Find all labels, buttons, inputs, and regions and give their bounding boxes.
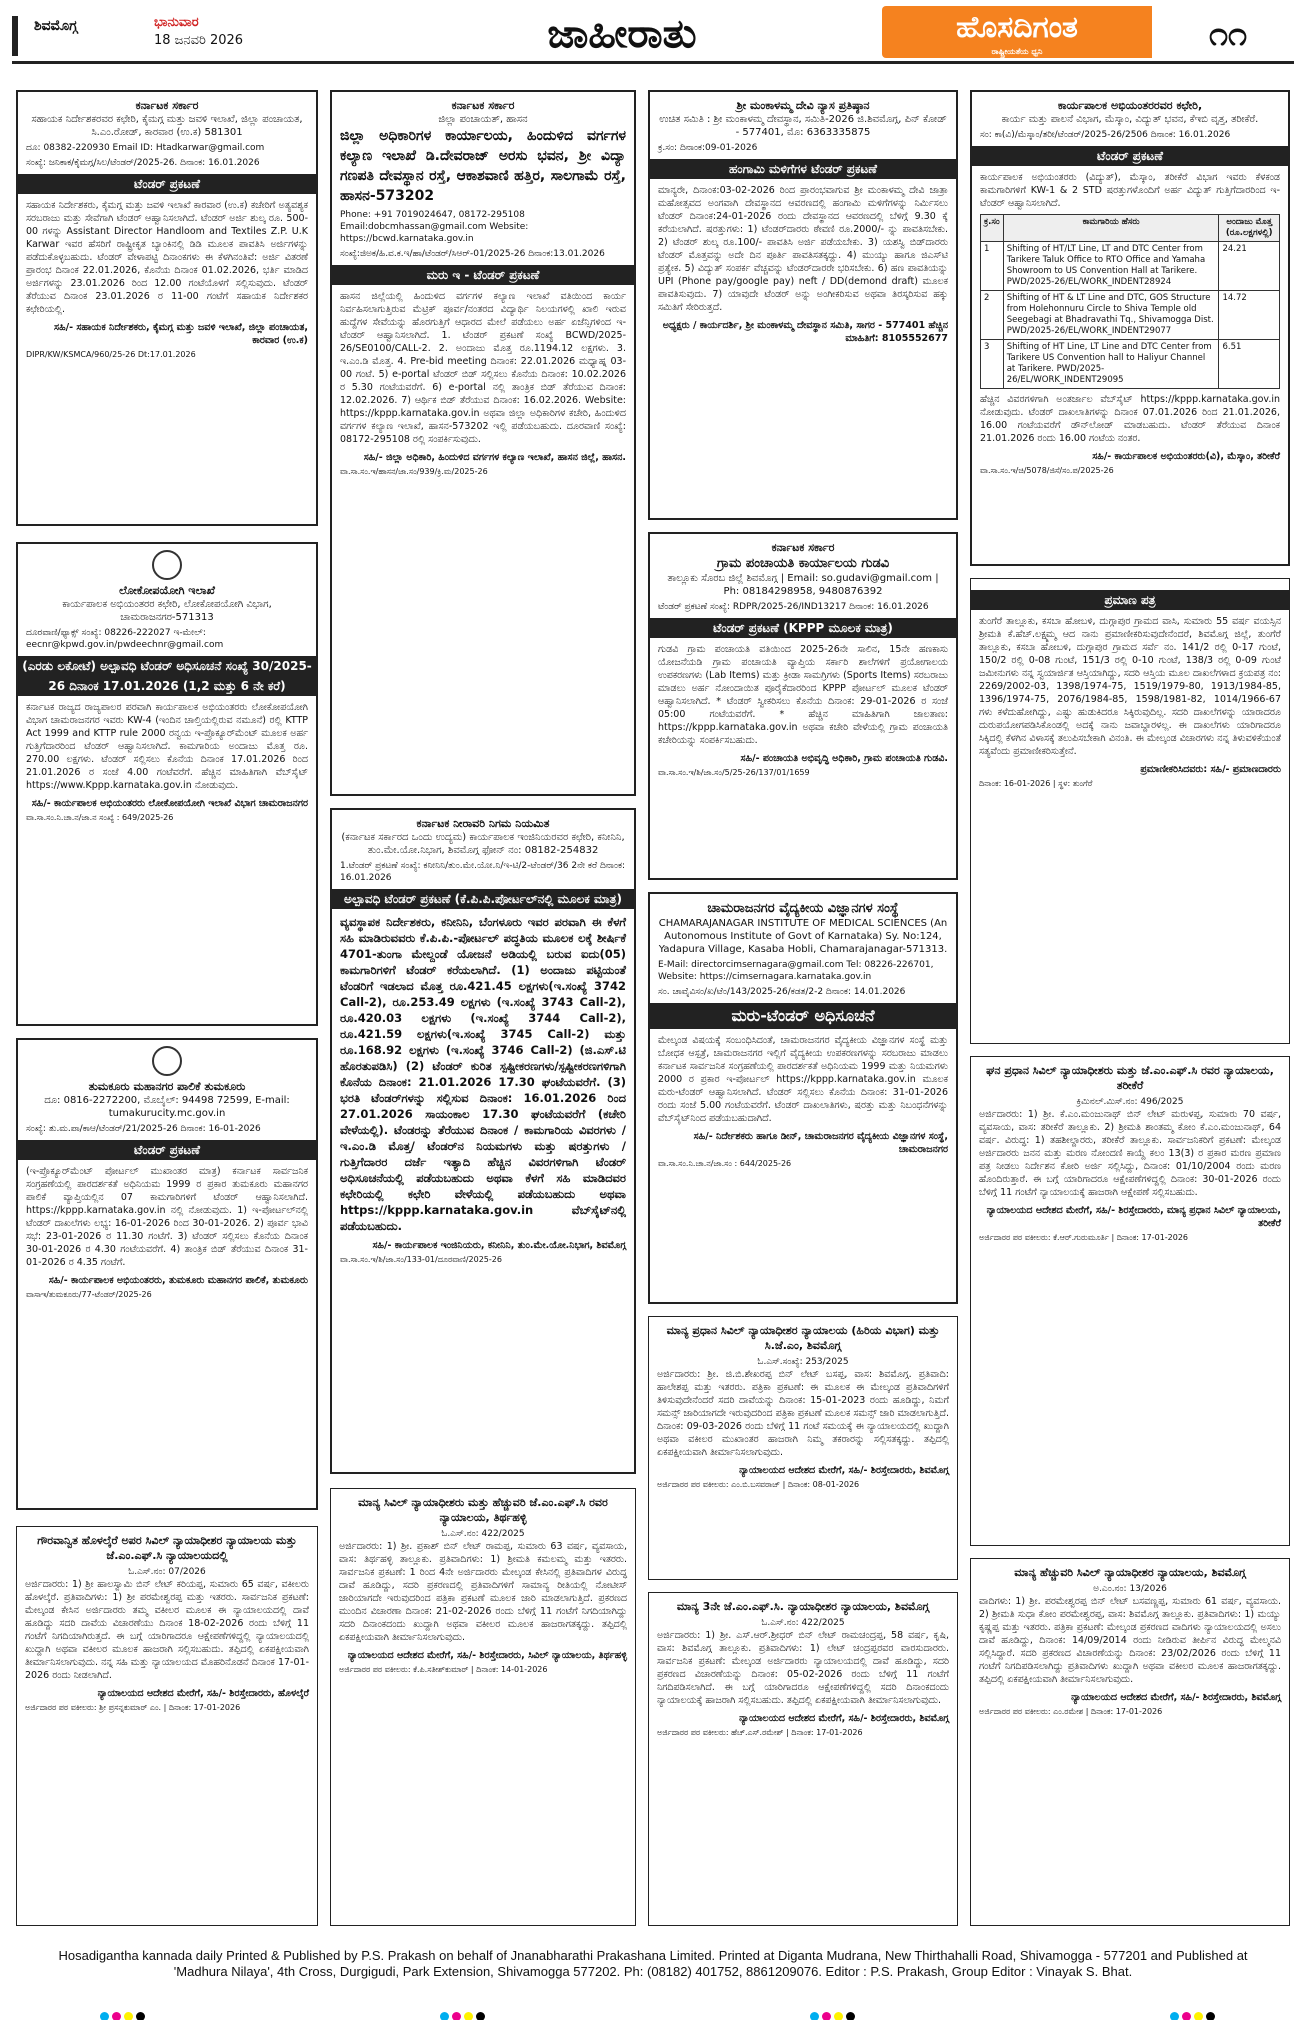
ad-address: ಜಿಲ್ಲಾ ಪಂಚಾಯತ್, ಹಾಸನ xyxy=(438,114,528,125)
ad-signature: ಸಹಿ/- ಕಾರ್ಯಪಾಲಕ ಅಭಿಯಂತರರು ಲೋಕೋಪಯೋಗಿ ಇಲಾಖೆ ವಿಭಾಗ ಚಾಮರಾಜನಗರ xyxy=(31,798,308,809)
ad-body: ಅರ್ಜಿದಾರರು: ಶ್ರೀ. ಜಿ.ಬಿ.ಶೇಖರಪ್ಪ ಬಿನ್ ಲೇಟ್ ಬಸಪ್ಪ, ವಾಸ: ಶಿವಮೊಗ್ಗ. ಪ್ರತಿವಾದಿ: ಹಾಲೇಶಪ್ಪ ಮತ್ತು ಇತರರು. ಪತ್ರಿಕಾ ಪ್ರಕಟಣೆ: ಈ ಮೂಲಕ ಈ ಮೇಲ್ಕಂಡ ಪ್ರತಿವಾದಿಗಳಿಗೆ ತಿಳಿಸುವುದೇನೆಂದರೆ ಸದರಿ ದಾವೆಯನ್ನು ದಿನಾಂಕ: 15-01-2023 ರಂದು ಹೂಡಿದ್ದು, ನಿಮಗೆ ಸಮನ್ಸ್ ಜಾರಿಯಾಗದೇ ಇರುವುದರಿಂದ ಪತ್ರಿಕಾ ಪ್ರಕಟಣೆ ಮೂಲಕ ಸಮನ್ಸ್ ಜಾರಿ ಮಾಡಲಾಗುತ್ತಿದೆ. ದಿನಾಂಕ: 09-03-2026 ರಂದು ಬೆಳಿಗ್ಗೆ 11 ಗಂಟೆ ಸಮಯಕ್ಕೆ ಈ ನ್ಯಾಯಾಲಯದಲ್ಲಿ ಖುದ್ದಾಗಿ ಅಥವಾ ವಕೀಲರ ಮುಖಾಂತರ ಹಾಜರಾಗಿ ನಿಮ್ಮ ತಕರಾರನ್ನು ಸಲ್ಲಿಸತಕ್ಕದ್ದು. ತಪ್ಪಿದಲ್ಲಿ ಏಕಪಕ್ಷೀಯವಾಗಿ ತೀರ್ಮಾನಿಸಲಾಗುವುದು. xyxy=(657,1369,949,1458)
ad-org: ಚಾಮರಾಜನಗರ ವೈದ್ಯಕೀಯ ವಿಜ್ಞಾನಗಳ ಸಂಸ್ಥೆ xyxy=(707,901,899,916)
ad-body: ಅರ್ಜಿದಾರರು: 1) ಶ್ರೀ ಹಾಲಸ್ವಾಮಿ ಬಿನ್ ಲೇಟ್ ಕರಿಯಪ್ಪ, ಸುಮಾರು 65 ವರ್ಷ, ವಕೀಲರು ಹೊಳಲ್ಕೆರೆ. ಪ್ರತಿವಾದಿಗಳು: 1) ಶ್ರೀ ಪರಮೇಶ್ವರಪ್ಪ ಮತ್ತು ಇತರರು. ಸಾರ್ವಜನಿಕ ಪ್ರಕಟಣೆ: ಮೇಲ್ಕಂಡ ಕೇಸಿನ ಅರ್ಜಿದಾರರು ತಮ್ಮ ವಕೀಲರ ಮೂಲಕ ಈ ನ್ಯಾಯಾಲಯದಲ್ಲಿ ದಾವೆ ಹೂಡಿದ್ದು ಸದರಿ ದಾವೆಯ ವಿಚಾರಣೆಯು ದಿನಾಂಕ 18-02-2026 ರಂದು ಬೆಳಿಗ್ಗೆ 11 ಗಂಟೆಗೆ ನಿಗದಿಯಾಗಿರುತ್ತದೆ. ಈ ಬಗ್ಗೆ ಯಾರಿಗಾದರೂ ಆಕ್ಷೇಪಣೆಗಳಿದ್ದಲ್ಲಿ ನ್ಯಾಯಾಲಯದಲ್ಲಿ ಖುದ್ದಾಗಿ ಅಥವಾ ವಕೀಲರ ಮೂಲಕ ಹಾಜರಾಗಿ ಸಲ್ಲಿಸಬಹುದು. ತಪ್ಪಿದಲ್ಲಿ ಏಕಪಕ್ಷೀಯವಾಗಿ ತೀರ್ಮಾನಿಸಲಾಗುವುದು. ನನ್ನ ಸಹಿ ಮತ್ತು ನ್ಯಾಯಾಲಯದ ಮೊಹರಿನೊಡನೆ ದಿನಾಂಕ 17-01-2026 ರಂದು ನೀಡಲಾಗಿದೆ. xyxy=(25,1579,309,1681)
ad-court-shivamogga-senior xyxy=(648,1316,958,1580)
registration-marks xyxy=(100,2006,148,2016)
ad-footer: DIPR/KW/KSMCA/960/25-26 Dt:17.01.2026 xyxy=(26,350,196,359)
ad-org: ಗೌರವಾನ್ವಿತ ಹೊಳಲ್ಕೆರೆ ಅಪರ ಸಿವಿಲ್ ನ್ಯಾಯಾಧೀಶರ ನ್ಯಾಯಾಲಯ ಮತ್ತು ಜೆ.ಎಂ.ಎಫ್.ಸಿ ನ್ಯಾಯಾಲಯದಲ್ಲಿ xyxy=(37,1534,297,1562)
col-sl-no: ಕ್ರ.ಸಂ xyxy=(981,215,1004,242)
ad-address: ಕಾರ್ಯ ಮತ್ತು ಪಾಲನೆ ವಿಭಾಗ, ಮೆಸ್ಕಾಂ, ವಿದ್ಯುತ್ ಭವನ, ಕೆಇಬಿ ವೃತ್ತ, ತರೀಕೆರೆ. xyxy=(1001,114,1259,125)
edition-day: ಭಾನುವಾರ xyxy=(154,15,199,30)
header-accent-bar xyxy=(12,16,18,56)
ad-banner: ಟೆಂಡರ್ ಪ್ರಕಟಣೆ xyxy=(972,146,1288,166)
ad-reference: 1.ಟೆಂಡರ್ ಪ್ರಕಟಣೆ ಸಂಖ್ಯೆ: ಕನೀನಿನಿ/ತುಂ.ಮೇ.ಯೋ.ನಿ/ಇ-ಟಿ/2-ಟೆಂಡರ್/36 2ನೇ ಕರೆ ದಿನಾಂಕ: 16.01.2026 xyxy=(340,861,626,883)
ad-banner: ಟೆಂಡರ್ ಪ್ರಕಟಣೆ xyxy=(18,174,316,194)
ad-signature: ನ್ಯಾಯಾಲಯದ ಆದೇಶದ ಮೇರೆಗೆ, ಸಹಿ/- ಶಿರಸ್ತೇದಾರರು, ಹೊಳಲ್ಕೆರೆ xyxy=(97,1688,309,1699)
registration-marks xyxy=(1170,2006,1218,2016)
ad-signature: ಸಹಿ/- ಜಿಲ್ಲಾ ಅಧಿಕಾರಿ, ಹಿಂದುಳಿದ ವರ್ಗಗಳ ಕಲ್ಯಾಣ ಇಲಾಖೆ, ಹಾಸನ ಜಿಲ್ಲೆ, ಹಾಸನ. xyxy=(363,452,626,463)
ad-contact: ದೂ: 08382-220930 Email ID: Htadkarwar@gmail.com xyxy=(26,143,265,153)
ad-footer: ದಿನಾಂಕ: 16-01-2026 | ಸ್ಥಳ: ತುಂಗೆರೆ xyxy=(979,779,1093,788)
ad-affidavit xyxy=(970,578,1290,1044)
registration-marks xyxy=(810,2006,858,2016)
cell-work: Shifting of HT/LT Line, LT and DTC Center from Tarikere Taluk Office to RTO Office and Yamaha Showroom to US Convention Hall at Tarikere. PWD/2025-26/EL/WORK_INDENT28924 xyxy=(1003,242,1219,291)
ad-court-tarikere xyxy=(970,1056,1290,1546)
col-work-name: ಕಾಮಗಾರಿಯ ಹೆಸರು xyxy=(1003,215,1219,242)
ad-address: ದೂ: 0816-2272200, ಮೊಬೈಲ್: 94498 72599, E-mail: tumakurucity.mc.gov.in xyxy=(44,1095,290,1119)
ad-case-no: ಓ.ಎಸ್.ನಂ: 422/2025 xyxy=(761,1618,845,1628)
ad-case-no: ಅ.ಎಂ.ನಂ: 13/2026 xyxy=(1093,1584,1167,1594)
ad-temple-stall-tender xyxy=(648,90,958,520)
ad-footer: ವಾ.ಸಾ.ಸಂ.ಇ/ಚಿ/5078/ಜಿಸೆ/ಸಂ.ಪ/2025-26 xyxy=(980,466,1114,475)
ad-footer: ಅರ್ಜಿದಾರರ ಪರ ವಕೀಲರು: ಹೆಚ್.ಎಸ್.ರಮೇಶ್ | ದಿನಾಂಕ: 17-01-2026 xyxy=(657,1728,863,1737)
ad-footer: ವಾ.ಸಾ.ಸಂ.ಇ/ಹಾಸನ/ಜಾ.ಸಂ/939/ಕ್ರಿ.ಮ/2025-26 xyxy=(340,467,488,476)
ad-org: ಕರ್ನಾಟಕ ಸರ್ಕಾರ xyxy=(135,99,199,112)
cell-sl: 3 xyxy=(981,340,1004,389)
ad-bcwd-hassan xyxy=(330,90,636,796)
ad-address: ಕಾರ್ಯಪಾಲಕ ಅಭಿಯಂತರರ ಕಛೇರಿ, ಲೋಕೋಪಯೋಗಿ ವಿಭಾಗ, ಚಾಮರಾಜನಗರ-571313 xyxy=(62,599,272,623)
ad-org: ಶ್ರೀ ಮಂಕಾಳಮ್ಮ ದೇವಿ ನ್ಯಾಸ ಪ್ರತಿಷ್ಠಾನ xyxy=(736,99,870,112)
ad-address: ಸಹಾಯಕ ನಿರ್ದೇಶಕರವರ ಕಛೇರಿ, ಕೈಮಗ್ಗ ಮತ್ತು ಜವಳಿ ಇಲಾಖೆ, ಜಿಲ್ಲಾ ಪಂಚಾಯತ, ಸಿ.ಎಂ.ರೋಡ್, ಕಾರವಾರ (ಉ.ಕ) 581301 xyxy=(31,114,303,138)
ad-irrigation-tender xyxy=(330,808,636,1474)
ad-body: ಸಹಾಯಕ ನಿರ್ದೇಶಕರು, ಕೈಮಗ್ಗ ಮತ್ತು ಜವಳಿ ಇಲಾಖೆ ಕಾರವಾರ (ಉ.ಕ) ಕಚೇರಿಗೆ ಅತ್ಯವಶ್ಯಕ ಸರಬರಾಜು ಮತ್ತು ಸೇವೆಗಾಗಿ ಟೆಂಡರ್ ಆಹ್ವಾನಿಸಲಾಗಿದೆ. ಟೆಂಡರ್ ಅರ್ಜಿ ಶುಲ್ಕ ರೂ. 500-00 ಗಳನ್ನು Assistant Director Handloom and Textiles Z.P. U.K Karwar ಇವರ ಹೆಸರಿಗೆ ರಾಷ್ಟ್ರೀಕೃತ ಬ್ಯಾಂಕಿನಲ್ಲಿ ಡಿಡಿ ಮೂಲಕ ಪಾವತಿಸಿ ಅರ್ಜಿಗಳನ್ನು ಪಡೆದುಕೊಳ್ಳಬಹುದು. ಟೆಂಡರ್ ವೇಳಾಪಟ್ಟಿ ದಿನಾಂಕಗಳು ಈ ಕೆಳಗಿನಂತಿವೆ: ಅರ್ಜಿ ವಿತರಣೆ ಪ್ರಾರಂಭ ದಿನಾಂಕ 22.01.2026, ಕೊನೆಯ ದಿನಾಂಕ 01.02.2026, ಭರ್ತಿ ಮಾಡಿದ ಅರ್ಜಿಗಳನ್ನು 23.01.2026 ರಿಂದ 12.00 ಗಂಟೆಯೊಳಗೆ ಸಲ್ಲಿಸುವುದು. ಟೆಂಡರ್ ತೆರೆಯುವ ದಿನಾಂಕ 23.01.2026 ರ 11-00 ಗಂಟೆಗೆ ಸಹಾಯಕ ನಿರ್ದೇಶಕರ ಕಛೇರಿಯಲ್ಲಿ. xyxy=(26,200,308,315)
ad-office: ಜಿಲ್ಲಾ ಅಧಿಕಾರಿಗಳ ಕಾರ್ಯಾಲಯ, ಹಿಂದುಳಿದ ವರ್ಗಗಳ ಕಲ್ಯಾಣ ಇಲಾಖೆ ಡಿ.ದೇವರಾಜ್ ಅರಸು ಭವನ, ಶ್ರೀ ವಿದ್ಯಾ ಗಣಪತಿ ದೇವಸ್ಥಾನ ರಸ್ತೆ, ಆಕಾಶವಾಣಿ ಹತ್ತಿರ, ಸಾಲಗಾಮೆ ರಸ್ತೆ, ಹಾಸನ-573202 xyxy=(340,128,626,204)
logo-tagline: ರಾಷ್ಟ್ರೀಯತೆಯ ಧ್ವನಿ xyxy=(991,47,1043,56)
ad-case-no: ಕ್ರಿಮಿನಲ್.ಮಿಸ್.ನಂ: 496/2025 xyxy=(1076,1097,1184,1107)
ad-address: CHAMARAJANAGAR INSTITUTE OF MEDICAL SCIENCES (An Autonomous Institute of Govt of Karnataka) Sy. No:124, Yadapura Village, Kasaba Hobli, Chamarajanagar-571313. xyxy=(658,918,948,955)
ad-body: ಕರ್ನಾಟಕ ರಾಜ್ಯದ ರಾಜ್ಯಪಾಲರ ಪರವಾಗಿ ಕಾರ್ಯಪಾಲಕ ಅಭಿಯಂತರರು ಲೋಕೋಪಯೋಗಿ ವಿಭಾಗ ಚಾಮರಾಜನಗರ ಇವರು KW-4 (ಇಂದಿನ ಚಾಲ್ತಿಯಲ್ಲಿರುವ ನಮೂನೆ) ರಲ್ಲಿ KTTP Act 1999 and KTTP rule 2000 ರನ್ವಯ ಇ-ಪ್ರೊಕ್ಯೂರ್‌ಮೆಂಟ್ ಮೂಲಕ ಅರ್ಹ ಗುತ್ತಿಗೆದಾರರಿಂದ ಟೆಂಡರ್ ಆಹ್ವಾನಿಸಲಾಗಿದೆ. ಕಾಮಗಾರಿಯ ಅಂದಾಜು ಮೊತ್ತ ರೂ. 270.00 ಲಕ್ಷಗಳು. ಟೆಂಡರ್ ಸಲ್ಲಿಸಲು ಕೊನೆಯ ದಿನಾಂಕ 17.01.2026 ರಿಂದ 21.01.2026 ರ ಸಂಜೆ 4.00 ಗಂಟೆವರೆಗೆ. ಹೆಚ್ಚಿನ ಮಾಹಿತಿಗಾಗಿ ವೆಬ್‌ಸೈಟ್ https://www.Kppp.karnataka.gov.in ನೋಡುವುದು. xyxy=(26,702,308,791)
edition-location: ಶಿವಮೊಗ್ಗ xyxy=(34,18,78,34)
ad-signature: ಸಹಿ/- ಕಾರ್ಯಪಾಲಕ ಇಂಜಿನಿಯರು, ಕನೀನಿನಿ, ತುಂ.ಮೇ.ಯೋ.ನಿಭಾಗ, ಶಿವಮೊಗ್ಗ xyxy=(372,1240,626,1251)
ad-cims-retender xyxy=(648,892,958,1304)
ad-court-additional-civil xyxy=(970,1558,1290,1926)
ad-body: ಮೇಲ್ಕಂಡ ವಿಷಯಕ್ಕೆ ಸಂಬಂಧಿಸಿದಂತೆ, ಚಾಮರಾಜನಗರ ವೈದ್ಯಕೀಯ ವಿಜ್ಞಾನಗಳ ಸಂಸ್ಥೆ ಮತ್ತು ಬೋಧಕ ಆಸ್ಪತ್ರೆ, ಚಾಮರಾಜನಗರ ಇಲ್ಲಿಗೆ ವೈದ್ಯಕೀಯ ಉಪಕರಣಗಳನ್ನು ಸರಬರಾಜು ಮಾಡಲು ಕರ್ನಾಟಕ ಸಾರ್ವಜನಿಕ ಸಂಗ್ರಹಣೆಯಲ್ಲಿ ಪಾರದರ್ಶಕತೆ ಅಧಿನಿಯಮ 1999 ಮತ್ತು ನಿಯಮಗಳು 2000 ರ ಪ್ರಕಾರ ಇ-ಪೋರ್ಟಲ್ https://kppp.karnataka.gov.in ಮೂಲಕ ಮರು-ಟೆಂಡರ್ ಆಹ್ವಾನಿಸಲಾಗಿದೆ. ಟೆಂಡರ್ ಸಲ್ಲಿಸಲು ಕೊನೆಯ ದಿನಾಂಕ: 31-01-2026 ರಂದು ಸಂಜೆ 5.00 ಗಂಟೆಯವರೆಗೆ. ಟೆಂಡರ್ ದಾಖಲಾತಿಗಳು, ಷರತ್ತು ಮತ್ತು ನಿಬಂಧನೆಗಳನ್ನು ವೆಬ್‌ಸೈಟ್‌ನಿಂದ ಪಡೆಯಬಹುದಾಗಿದೆ. xyxy=(658,1035,948,1124)
ad-signature: ಪ್ರಮಾಣೀಕರಿಸಿದವರು: ಸಹಿ/- ಪ್ರಮಾಣದಾರರು xyxy=(1140,764,1281,775)
ad-court-3rd-jmfc xyxy=(648,1592,958,1926)
page-title: ಜಾಹೀರಾತು xyxy=(547,11,697,57)
edition-date: 18 ಜನವರಿ 2026 xyxy=(154,33,244,48)
page-header xyxy=(12,6,1294,64)
ad-contact: ದೂರವಾಣಿ/ಫ್ಯಾಕ್ಸ್ ಸಂಖ್ಯೆ: 08226-222027 ಇ-ಮೇಲ್: eecnr@kpwd.gov.in/pwdeechnr@gmail.com xyxy=(26,628,224,650)
ad-org: ಕರ್ನಾಟಕ ಸರ್ಕಾರ xyxy=(771,541,835,554)
ad-case-no: ಓ.ಎಸ್.ನಂ: 07/2026 xyxy=(128,1567,206,1577)
newspaper-logo xyxy=(882,6,1152,58)
ad-org: ಮಾನ್ಯ ಪ್ರಧಾನ ಸಿವಿಲ್ ನ್ಯಾಯಾಧೀಶರ ನ್ಯಾಯಾಲಯ (ಹಿರಿಯ ವಿಭಾಗ) ಮತ್ತು ಸಿ.ಜೆ.ಎಂ, ಶಿವಮೊಗ್ಗ xyxy=(666,1324,940,1352)
table-row xyxy=(981,242,1280,291)
ad-banner: ಅಲ್ಪಾವಧಿ ಟೆಂಡರ್ ಪ್ರಕಟಣೆ (ಕೆ.ಪಿ.ಪಿ.ಪೋರ್ಟಲ್‌ನಲ್ಲಿ ಮೂಲಕ ಮಾತ್ರ) xyxy=(332,889,634,909)
ad-footer: ಅರ್ಜಿದಾರರ ಪರ ವಕೀಲರು: ಶ್ರೀ ಪ್ರಸನ್ನಕುಮಾರ್ ಎಂ. | ದಿನಾಂಕ: 17-01-2026 xyxy=(25,1703,241,1712)
ad-body: ಹಾಸನ ಜಿಲ್ಲೆಯಲ್ಲಿ ಹಿಂದುಳಿದ ವರ್ಗಗಳ ಕಲ್ಯಾಣ ಇಲಾಖೆ ವತಿಯಿಂದ ಕಾರ್ಯ ನಿರ್ವಹಿಸಲಾಗುತ್ತಿರುವ ಮೆಟ್ರಿಕ್ ಪೂರ್ವ/ನಂತರದ ವಿದ್ಯಾರ್ಥಿ ನಿಲಯಗಳಲ್ಲಿ ಖಾಲಿ ಇರುವ ಹುದ್ದೆಗಳ ಸೇವೆಯನ್ನು ಹೊರಗುತ್ತಿಗೆ ಆಧಾರದ ಮೇಲೆ ಪಡೆಯಲು ಅರ್ಹ ಏಜೆನ್ಸಿಗಳಿಂದ ಇ-ಟೆಂಡರ್ ಆಹ್ವಾನಿಸಲಾಗಿದೆ. 1. ಟೆಂಡರ್ ಪ್ರಕಟಣೆ ಸಂಖ್ಯೆ BCWD/2025-26/SE0100/CALL-2. 2. ಅಂದಾಜು ಮೊತ್ತ ರೂ.1194.12 ಲಕ್ಷಗಳು. 3. ಇ.ಎಂ.ಡಿ ಮೊತ್ತ. 4. Pre-bid meeting ದಿನಾಂಕ: 22.01.2026 ಮಧ್ಯಾಹ್ನ 03-00 ಗಂಟೆ. 5) e-portal ಟೆಂಡರ್ ಬಿಡ್ ಸಲ್ಲಿಸಲು ಕೊನೆಯ ದಿನಾಂಕ: 10.02.2026 ರ 5.30 ಗಂಟೆಯವರೆಗೆ. 6) e-portal ನಲ್ಲಿ ತಾಂತ್ರಿಕ ಬಿಡ್ ತೆರೆಯುವ ದಿನಾಂಕ: 12.02.2026. 7) ಆರ್ಥಿಕ ಬಿಡ್ ತೆರೆಯುವ ದಿನಾಂಕ: 16.02.2026. Website: https://kppp.karnataka.gov.in ಅಥವಾ ಜಿಲ್ಲಾ ಅಧಿಕಾರಿಗಳ ಕಚೇರಿ, ಹಿಂದುಳಿದ ವರ್ಗಗಳ ಕಲ್ಯಾಣ ಇಲಾಖೆ, ಹಾಸನ-573202 ಇಲ್ಲಿ ಪಡೆಯಬಹುದು. ದೂರವಾಣಿ ಸಂಖ್ಯೆ: 08172-295108 ರಲ್ಲಿ ಸಂಪರ್ಕಿಸುವುದು. xyxy=(340,291,626,445)
ad-reference: ಸಂಖ್ಯೆ: ಜನಿಕಾಕ/ಕೈಮಗ್ಗ/ಸಿಲ/ಟೆಂಡರ್/2025-26. ದಿನಾಂಕ: 16.01.2026 xyxy=(26,158,260,168)
ad-signature: ನ್ಯಾಯಾಲಯದ ಆದೇಶದ ಮೇರೆಗೆ, ಸಹಿ/- ಶಿರಸ್ತೇದಾರರು, ಸಿವಿಲ್ ನ್ಯಾಯಾಲಯ, ತಿರ್ಥಹಳ್ಳಿ xyxy=(347,1650,627,1661)
cell-sl: 1 xyxy=(981,242,1004,291)
ad-org: ಕರ್ನಾಟಕ ನೀರಾವರಿ ನಿಗಮ ನಿಯಮಿತ xyxy=(416,817,550,830)
ad-case-no: ಓ.ಎಸ್.ಸಂಖ್ಯೆ: 253/2025 xyxy=(757,1357,849,1367)
emblem-icon xyxy=(152,1046,182,1076)
cell-work: Shifting of HT Line, LT Line and DTC Center from Tarikere US Convention hall to Haliyur Channel at Tarikere. PWD/2025-26/EL/WORK_INDENT29095 xyxy=(1003,340,1219,389)
ad-footer: ವಾ.ಸಾ.ಸಂ.ನಿ.ಚಾ.ನ/ಜಾ.ಸಂ : 644/2025-26 xyxy=(658,1159,792,1168)
ad-signature: ನ್ಯಾಯಾಲಯದ ಆದೇಶದ ಮೇರೆಗೆ, ಸಹಿ/- ಶಿರಸ್ತೇದಾರರು, ಶಿವಮೊಗ್ಗ xyxy=(739,1465,949,1476)
ad-contact: E-Mail: directorcimsernagara@gmail.com Tel: 08226-226701, Website: https://cimsernagara.karnataka.gov.in xyxy=(658,960,934,982)
ad-address: ಉಚಿತ ಸಮಿತಿ : ಶ್ರೀ ಮಂಕಾಳಮ್ಮ ದೇವಸ್ಥಾನ, ಸಮಿತಿ-2026 ಜಿ.ಶಿವಮೊಗ್ಗ, ಪಿನ್ ಕೋಡ್ - 577401, ಮೊ: 6363335875 xyxy=(659,114,947,138)
ad-body: ಕಾರ್ಯಪಾಲಕ ಅಭಿಯಂತರರು (ವಿದ್ಯುತ್), ಮೆಸ್ಕಾಂ, ತರೀಕೆರೆ ವಿಭಾಗ ಇವರು ಕೆಳಕಂಡ ಕಾಮಗಾರಿಗಳಿಗೆ KW-1 & 2 STD ಷರತ್ತುಗಳೊಂದಿಗೆ ಅರ್ಹ ವಿದ್ಯುತ್ ಗುತ್ತಿಗೆದಾರರಿಂದ ಇ-ಟೆಂಡರ್ ಆಹ್ವಾನಿಸಲಾಗಿದೆ. xyxy=(980,172,1280,209)
ad-org: ಮಾನ್ಯ ಹೆಚ್ಚುವರಿ ಸಿವಿಲ್ ನ್ಯಾಯಾಧೀಶರ ನ್ಯಾಯಾಲಯ, ಶಿವಮೊಗ್ಗ xyxy=(1014,1566,1246,1579)
table-header-row xyxy=(981,215,1280,242)
print-imprint: Hosadigantha kannada daily Printed & Published by P.S. Prakash on behalf of Jnanabharathi Prakashana Limited. Printed at Diganta Mudrana, New Thirthahalli Road, Shivamogga - 577201 and Published at 'Madhura Nilaya', 4th Cross, Durgigudi, Park Extension, Shivamogga 577202. Ph: (08182) 401752, 8861209076. Editor : P.S. Prakash, Group Editor : Vinayak S. Bhat. xyxy=(58,1948,1248,1979)
ad-body: (ಇ-ಪ್ರೊಕ್ಯೂರ್‌ಮೆಂಟ್ ಪೋರ್ಟಲ್ ಮುಖಾಂತರ ಮಾತ್ರ) ಕರ್ನಾಟಕ ಸಾರ್ವಜನಿಕ ಸಂಗ್ರಹಣೆಯಲ್ಲಿ ಪಾರದರ್ಶಕತೆ ಅಧಿನಿಯಮ 1999 ರ ಪ್ರಕಾರ ತುಮಕೂರು ಮಹಾನಗರ ಪಾಲಿಕೆ ವ್ಯಾಪ್ತಿಯಲ್ಲಿನ 07 ಕಾಮಗಾರಿಗಳಿಗೆ ಟೆಂಡರ್ ಆಹ್ವಾನಿಸಲಾಗಿದೆ. https://kppp.karnataka.gov.in ನಲ್ಲಿ ನೋಡುವುದು. 1) ಇ-ಪೋರ್ಟಲ್‌ನಲ್ಲಿ ಟೆಂಡರ್ ದಾಖಲೆಗಳು ಲಭ್ಯ: 16-01-2026 ರಿಂದ 30-01-2026. 2) ಪೂರ್ವ ಭಾವಿ ಸಭೆ: 23-01-2026 ರ 11.30 ಗಂಟೆಗೆ. 3) ಟೆಂಡರ್ ಸಲ್ಲಿಸಲು ಕೊನೆಯ ದಿನಾಂಕ 30-01-2026 ರ 4.30 ಗಂಟೆಯವರೆಗೆ. 4) ತಾಂತ್ರಿಕ ಬಿಡ್ ತೆರೆಯುವ ದಿನಾಂಕ 31-01-2026 ರ 4.35 ಗಂಟೆಗೆ. xyxy=(26,1166,308,1268)
ad-banner: ಹಂಗಾಮಿ ಮಳಿಗೆಗಳ ಟೆಂಡರ್ ಪ್ರಕಟಣೆ xyxy=(650,159,956,179)
cell-amount: 24.21 xyxy=(1219,242,1280,291)
ad-reference: ಸಂಖ್ಯೆ: ತು.ಮ.ಪಾ/ಕಾಆ/ಟೆಂಡರ್/21/2025-26 ದಿನಾಂಕ: 16-01-2026 xyxy=(26,1124,261,1134)
ad-org: ತುಮಕೂರು ಮಹಾನಗರ ಪಾಲಿಕೆ ತುಮಕೂರು xyxy=(88,1080,246,1093)
ad-address: ತಾಲ್ಲೂಕು ಸೊರಬ ಜಿಲ್ಲೆ ಶಿವಮೊಗ್ಗ | Email: so.gudavi@gmail.com | Ph: 08184298958, 9480876392 xyxy=(667,573,939,597)
ad-mescom-tarikere xyxy=(970,90,1290,566)
ad-signature: ನ್ಯಾಯಾಲಯದ ಆದೇಶದ ಮೇರೆಗೆ, ಸಹಿ/- ಶಿರಸ್ತೇದಾರರು, ಶಿವಮೊಗ್ಗ xyxy=(1071,1692,1281,1703)
ad-contact: Phone: +91 7019024647, 08172-295108 Email:dobcmhassan@gmail.com Website: https://bcwd.karnataka.gov.in xyxy=(340,210,529,244)
edition-date-block xyxy=(154,14,243,50)
ad-banner: ಮರು ಇ - ಟೆಂಡರ್ ಪ್ರಕಟಣೆ xyxy=(332,265,634,285)
ad-signature: ಸಹಿ/- ಕಾರ್ಯಪಾಲಕ ಅಭಿಯಂತರರು, ತುಮಕೂರು ಮಹಾನಗರ ಪಾಲಿಕೆ, ತುಮಕೂರು xyxy=(48,1275,308,1286)
ad-signature: ಸಹಿ/- ನಿರ್ದೇಶಕರು ಹಾಗೂ ಡೀನ್, ಚಾಮರಾಜನಗರ ವೈದ್ಯಕೀಯ ವಿಜ್ಞಾನಗಳ ಸಂಸ್ಥೆ, ಚಾಮರಾಜನಗರ xyxy=(693,1131,948,1155)
ad-banner: ಪ್ರಮಾಣ ಪತ್ರ xyxy=(971,590,1289,610)
ad-body: ಅರ್ಜಿದಾರರು: 1) ಶ್ರೀ. ಎಸ್.ಆರ್.ಶ್ರೀಧರ್ ಬಿನ್ ಲೇಟ್ ರಾಮಚಂದ್ರಪ್ಪ, 58 ವರ್ಷ, ಕೃಷಿ, ವಾಸ: ಶಿವಮೊಗ್ಗ ತಾಲ್ಲೂಕು. ಪ್ರತಿವಾದಿಗಳು: 1) ಲೇಟ್ ಚಂದ್ರಪ್ಪರವರ ವಾರಸುದಾರರು. ಸಾರ್ವಜನಿಕ ಪ್ರಕಟಣೆ: ಮೇಲ್ಕಂಡ ಅರ್ಜಿದಾರರು ನ್ಯಾಯಾಲಯದಲ್ಲಿ ದಾವೆ ಹೂಡಿದ್ದು, ಸದರಿ ಪ್ರಕರಣದ ವಿಚಾರಣೆಯನ್ನು ದಿನಾಂಕ: 05-02-2026 ರಂದು ಬೆಳಿಗ್ಗೆ 11 ಗಂಟೆಗೆ ನಿಗದಿಪಡಿಸಲಾಗಿದೆ. ಈ ಬಗ್ಗೆ ಯಾರಿಗಾದರೂ ಆಕ್ಷೇಪಣೆಗಳಿದ್ದಲ್ಲಿ ಸದರಿ ದಿನಾಂಕದಂದು ನ್ಯಾಯಾಲಯಕ್ಕೆ ಹಾಜರಾಗಿ ಸಲ್ಲಿಸಬಹುದು. ತಪ್ಪಿದಲ್ಲಿ ಏಕಪಕ್ಷೀಯವಾಗಿ ತೀರ್ಮಾನಿಸಲಾಗುವುದು. xyxy=(657,1630,949,1706)
cell-sl: 2 xyxy=(981,291,1004,340)
ad-org: ಕರ್ನಾಟಕ ಸರ್ಕಾರ xyxy=(451,99,515,112)
ad-signature: ನ್ಯಾಯಾಲಯದ ಆದೇಶದ ಮೇರೆಗೆ, ಸಹಿ/- ಶಿರಸ್ತೇದಾರರು, ಮಾನ್ಯ ಪ್ರಧಾನ ಸಿವಿಲ್ ನ್ಯಾಯಾಲಯ, ತರೀಕೆರೆ xyxy=(986,1205,1281,1229)
ad-org: ಲೋಕೋಪಯೋಗಿ ಇಲಾಖೆ xyxy=(119,584,215,597)
ad-org: ಘನ ಪ್ರಧಾನ ಸಿವಿಲ್ ನ್ಯಾಯಾಧೀಶರು ಮತ್ತು ಜೆ.ಎಂ.ಎಫ್.ಸಿ ರವರ ನ್ಯಾಯಾಲಯ, ತರೀಕೆರೆ xyxy=(986,1064,1274,1092)
ad-footer: ಅರ್ಜಿದಾರರ ಪರ ವಕೀಲರು: ಕೆ.ಆರ್.ಗುರುಮೂರ್ತಿ | ದಿನಾಂಕ: 17-01-2026 xyxy=(979,1233,1189,1242)
ad-signature: ಅಧ್ಯಕ್ಷರು / ಕಾರ್ಯದರ್ಶಿ, ಶ್ರೀ ಮಂಕಾಳಮ್ಮ ದೇವಸ್ಥಾನ ಸಮಿತಿ, ಸಾಗರ - 577401 ಹೆಚ್ಚಿನ ಮಾಹಿತಿಗೆ: 8105552677 xyxy=(662,320,948,344)
ad-pwd-chamarajanagar xyxy=(16,542,318,1026)
logo-text: ಹೊಸದಿಗಂತ xyxy=(956,10,1078,45)
ad-banner: ಟೆಂಡರ್ ಪ್ರಕಟಣೆ xyxy=(18,1140,316,1160)
ad-footer: ವಾ.ಸಾ.ಸಂ.ನಿ.ಚಾ.ನ/ಜಾ.ನ ಸಂಖ್ಯೆ : 649/2025-26 xyxy=(26,813,174,822)
ad-body: ತುಂಗೆರೆ ತಾಲ್ಲೂಕು, ಕಸಬಾ ಹೋಬಳಿ, ದುಗ್ಗಾಪುರ ಗ್ರಾಮದ ವಾಸಿ, ಸುಮಾರು 55 ವರ್ಷ ವಯಸ್ಸಿನ ಶ್ರೀಮತಿ ಕೆ.ಹೆಚ್.ಲಕ್ಷ್ಮಮ್ಮ ಆದ ನಾನು ಪ್ರಮಾಣೀಕರಿಸುವುದೇನೆಂದರೆ, ಶಿವಮೊಗ್ಗ ಜಿಲ್ಲೆ, ತುಂಗೆರೆ ತಾಲ್ಲೂಕು, ಕಸಬಾ ಹೋಬಳಿ, ದುಗ್ಗಾಪುರ ಗ್ರಾಮದ ಸರ್ವೆ ನಂ. 141/2 ರಲ್ಲಿ 0-17 ಗುಂಟೆ, 150/2 ರಲ್ಲಿ 0-08 ಗುಂಟೆ, 151/3 ರಲ್ಲಿ 0-10 ಗುಂಟೆ, 138/3 ರಲ್ಲಿ 0-09 ಗುಂಟೆ ಜಮೀನುಗಳು ನನ್ನ ಸ್ವಯಾರ್ಜಿತ ಆಸ್ತಿಯಾಗಿದ್ದು, ಸದರಿ ಆಸ್ತಿಯ ಮೂಲ ದಾಖಲೆಗಳಾದ ಕ್ರಯಪತ್ರ ನಂ: 2269/2002-03, 1398/1974-75, 1519/1979-80, 1913/1984-85, 1396/1974-75, 2076/1984-85, 1598/1981-82, 1014/1966-67 ಗಳು ಕಳೆದುಹೋಗಿದ್ದು, ಎಷ್ಟು ಹುಡುಕಿದರೂ ಸಿಕ್ಕಿರುವುದಿಲ್ಲ. ಸದರಿ ದಾಖಲೆಗಳನ್ನು ಯಾರಾದರೂ ದುರುಪಯೋಗಪಡಿಸಿಕೊಂಡಲ್ಲಿ ಅದಕ್ಕೆ ನಾನು ಜವಾಬ್ದಾರಳಲ್ಲ. ಈ ದಾಖಲೆಗಳು ಯಾರಿಗಾದರೂ ಸಿಕ್ಕಿದಲ್ಲಿ ಕೆಳಗಿನ ವಿಳಾಸಕ್ಕೆ ತಲುಪಿಸಬೇಕಾಗಿ ವಿನಂತಿ. ಈ ಮೇಲ್ಕಂಡ ವಿಚಾರಗಳು ನನ್ನ ತಿಳುವಳಿಕೆಯಂತೆ ಸತ್ಯವೆಂದು ಪ್ರಮಾಣೀಕರಿಸುತ್ತೇನೆ. xyxy=(979,616,1281,757)
ad-reference: ಸಂ. ಚಾವೈವಿಸಂ/ಖ/ಟೆಂ/143/2025-26/ಕಡತ/2-2 ದಿನಾಂಕ: 14.01.2026 xyxy=(658,987,906,997)
emblem-icon xyxy=(152,550,182,580)
ad-body: ಗುಡವಿ ಗ್ರಾಮ ಪಂಚಾಯತಿ ವತಿಯಿಂದ 2025-26ನೇ ಸಾಲಿನ, 15ನೇ ಹಣಕಾಸು ಯೋಜನೆಯಡಿ ಗ್ರಾಮ ಪಂಚಾಯತಿ ವ್ಯಾಪ್ತಿಯ ಸರ್ಕಾರಿ ಶಾಲೆಗಳಿಗೆ ಪ್ರಯೋಗಾಲಯ ಉಪಕರಣಗಳು (Lab Items) ಮತ್ತು ಕ್ರೀಡಾ ಸಾಮಗ್ರಿಗಳು (Sports Items) ಸರಬರಾಜು ಮಾಡಲು ಅರ್ಹ ನೋಂದಾಯಿತ ಪೂರೈಕೆದಾರರಿಂದ KPPP ಪೋರ್ಟಲ್ ಮೂಲಕ ಟೆಂಡರ್ ಆಹ್ವಾನಿಸಲಾಗಿದೆ. * ಟೆಂಡರ್ ಸ್ವೀಕರಿಸಲು ಕೊನೆಯ ದಿನಾಂಕ: 29-01-2026 ರ ಸಂಜೆ 05:00 ಗಂಟೆಯವರೆಗೆ. * ಹೆಚ್ಚಿನ ಮಾಹಿತಿಗಾಗಿ ಜಾಲತಾಣ: https://kppp.karnataka.gov.in ಅಥವಾ ಕಚೇರಿ ವೇಳೆಯಲ್ಲಿ ಗ್ರಾಮ ಪಂಚಾಯತಿ ಕಚೇರಿಯನ್ನು ಸಂಪರ್ಕಿಸಬಹುದು. xyxy=(658,644,948,746)
works-table xyxy=(980,214,1280,389)
ad-handloom-tender xyxy=(16,90,318,526)
ad-banner: ಟೆಂಡರ್ ಪ್ರಕಟಣೆ (KPPP ಮೂಲಕ ಮಾತ್ರ) xyxy=(650,618,956,638)
ad-body: ಅರ್ಜಿದಾರರು: 1) ಶ್ರೀ. ಕೆ.ಎಂ.ಮಂಜುನಾಥ್ ಬಿನ್ ಲೇಟ್ ಮರುಳಪ್ಪ, ಸುಮಾರು 70 ವರ್ಷ, ವ್ಯವಸಾಯ, ವಾಸ: ತರೀಕೆರೆ ತಾಲ್ಲೂಕು. 2) ಶ್ರೀಮತಿ ಶಾಂತಮ್ಮ ಕೋಂ ಕೆ.ಎಂ.ಮಂಜುನಾಥ್, 64 ವರ್ಷ. ವಿರುದ್ಧ: 1) ತಹಶೀಲ್ದಾರರು, ತರೀಕೆರೆ ತಾಲ್ಲೂಕು. ಸಾರ್ವಜನಿಕರಿಗೆ ಪ್ರಕಟಣೆ: ಮೇಲ್ಕಂಡ ಅರ್ಜಿದಾರರು ಜನನ ಮತ್ತು ಮರಣ ನೋಂದಣಿ ಕಾಯ್ದೆ ಕಲಂ 13(3) ರ ಪ್ರಕಾರ ಮರಣ ಪ್ರಮಾಣ ಪತ್ರ ನೀಡಲು ನಿರ್ದೇಶನ ಕೋರಿ ಅರ್ಜಿ ಸಲ್ಲಿಸಿದ್ದು, ದಿನಾಂಕ: 01/10/2004 ರಂದು ಮರಣ ಹೊಂದಿರುತ್ತಾರೆ. ಈ ಬಗ್ಗೆ ಯಾರಿಗಾದರೂ ಆಕ್ಷೇಪಣೆಗಳಿದ್ದಲ್ಲಿ ದಿನಾಂಕ: 30-01-2026 ರಂದು ಬೆಳಿಗ್ಗೆ 11 ಗಂಟೆಗೆ ನ್ಯಾಯಾಲಯಕ್ಕೆ ಹಾಜರಾಗಿ ಆಕ್ಷೇಪಣೆ ಸಲ್ಲಿಸಬಹುದು. xyxy=(979,1109,1281,1198)
cell-work: Shifting of HT & LT Line and DTC, GOS Structure from Holehonnuru Circle to Shiva Temple old Seegebagi at Bhadravathi Tq., Shivamogga Dist. PWD/2025-26/EL/WORK_INDENT29077 xyxy=(1003,291,1219,340)
ad-reference: ಸಂ: ಕಾ(ವಿ)/ಮೆಸ್ಕಾಂ/ತರೀ/ಟೆಂಡರ್/2025-26/2506 ದಿನಾಂಕ: 16.01.2026 xyxy=(980,130,1231,140)
ad-signature: ಸಹಿ/- ಸಹಾಯಕ ನಿರ್ದೇಶಕರು, ಕೈಮಗ್ಗ ಮತ್ತು ಜವಳಿ ಇಲಾಖೆ, ಜಿಲ್ಲಾ ಪಂಚಾಯತ, ಕಾರವಾರ (ಉ.ಕ) xyxy=(54,322,308,346)
ad-org: ಕಾರ್ಯಪಾಲಕ ಅಭಿಯಂತರರವರ ಕಛೇರಿ, xyxy=(1057,99,1203,112)
ad-banner: ಮರು-ಟೆಂಡರ್ ಅಧಿಸೂಚನೆ xyxy=(650,1003,956,1029)
ad-court-holalkere xyxy=(16,1526,318,1926)
ad-case-no: ಓ.ಎಸ್.ನಂ: 422/2025 xyxy=(441,1529,525,1539)
ad-body: ವ್ಯವಸ್ಥಾಪಕ ನಿರ್ದೇಶಕರು, ಕನೀನಿನಿ, ಬೆಂಗಳೂರು ಇವರ ಪರವಾಗಿ ಈ ಕೆಳಗೆ ಸಹಿ ಮಾಡಿರುವವರು ಕೆ.ಪಿ.ಪಿ.-ಪೋರ್ಟಲ್ ಪದ್ಧತಿಯ ಮೂಲಕ ಲಕ್ಕೆ ಶೀರ್ಷಿಕೆ 4701-ತುಂಗಾ ಮೇಲ್ದಂಡೆ ಯೋಜನೆ ಅಡಿಯಲ್ಲಿ ಬರುವ ಐದು(05) ಕಾಮಗಾರಿಗಳಿಗೆ ಟೆಂಡರ್ ಕರೆಯಲಾಗಿದೆ. (1) ಅಂದಾಜು ಪಟ್ಟಿಯಂತೆ ಟೆಂಡರಿಗೆ ಇಡಲಾದ ಮೊತ್ತ ರೂ.421.45 ಲಕ್ಷಗಳು(ಇ.ಸಂಖ್ಯೆ 3742 Call-2), ರೂ.253.49 ಲಕ್ಷಗಳು (ಇ.ಸಂಖ್ಯೆ 3743 Call-2), ರೂ.420.03 ಲಕ್ಷಗಳು (ಇ.ಸಂಖ್ಯೆ 3744 Call-2), ರೂ.421.59 ಲಕ್ಷಗಳು(ಇ.ಸಂಖ್ಯೆ 3745 Call-2) ಮತ್ತು ರೂ.168.92 ಲಕ್ಷಗಳು (ಇ.ಸಂಖ್ಯೆ 3746 Call-2) (ಜಿ.ಎಸ್.ಟಿ ಹೊರತುಪಡಿಸಿ) (2) ಟೆಂಡರ್ ಕುರಿತ ಸ್ಪಷ್ಟೀಕರಣಗಳು/ಸ್ಪಷ್ಟೀಕರಣಗಳಿಗಾಗಿ ಕೊನೆಯ ದಿನಾಂಕ: 21.01.2026 17.30 ಘಂಟೆಯವರೆಗೆ. (3) ಭರತಿ ಟೆಂಡರ್‌ಗಳನ್ನು ಸಲ್ಲಿಸುವ ದಿನಾಂಕ: 16.01.2026 ರಿಂದ 27.01.2026 ಸಾಯಂಕಾಲ 17.30 ಘಂಟೆಯವರೆಗೆ (ಕಚೇರಿ ವೇಳೆಯಲ್ಲಿ). ಟೆಂಡರನ್ನು ತೆರೆಯುವ ದಿನಾಂಕ / ಕಾಮಗಾರಿಯ ವಿವರಗಳು /ಇ.ಎಂ.ಡಿ ಮೊತ್ತ/ ಟೆಂಡರ್‌ನ ನಿಯಮಗಳು ಮತ್ತು ಷರತ್ತುಗಳು / ಗುತ್ತಿಗೆದಾರರ ದರ್ಜೆ ಇತ್ಯಾದಿ ಹೆಚ್ಚಿನ ವಿವರಗಳಿಗಾಗಿ ಟೆಂಡರ್ ಅಧಿಸೂಚನೆಯಲ್ಲಿ ಪಡೆಯಬಹುದು ಅಥವಾ ಕೆಳಗೆ ಸಹಿ ಮಾಡಿದವರ ಕಛೇರಿಯಲ್ಲಿ ಕಛೇರಿ ವೇಳೆಯಲ್ಲಿ ಪಡೆಯಬಹುದು ಅಥವಾ https://kppp.karnataka.gov.in ವೆಬ್‌ಸೈಟ್‌ನಲ್ಲಿ ಪಡೆಯಬಹುದು. xyxy=(340,915,626,1233)
table-row xyxy=(981,340,1280,389)
ad-footer: ವಾಸಾಇ/ತುಮಕೂರು/77-ಟೆಂಡರ್/2025-26 xyxy=(26,1290,152,1299)
page-number: ೧೧ xyxy=(1208,14,1248,54)
ad-reference: ಟೆಂಡರ್ ಪ್ರಕಟಣೆ ಸಂಖ್ಯೆ: RDPR/2025-26/IND13217 ದಿನಾಂಕ: 16.01.2026 xyxy=(658,602,929,612)
ad-body: ಮಾನ್ಯರೇ, ದಿನಾಂಕ:03-02-2026 ರಿಂದ ಪ್ರಾರಂಭವಾಗುವ ಶ್ರೀ ಮಂಕಾಳಮ್ಮ ದೇವಿ ಜಾತ್ರಾ ಮಹೋತ್ಸವದ ಅಂಗವಾಗಿ ದೇವಸ್ಥಾನದ ಆವರಣದಲ್ಲಿ ಹಂಗಾಮಿ ಮಳಿಗೆಗಳನ್ನು ನಿರ್ಮಿಸಲು ಟೆಂಡರ್ ದಿನಾಂಕ:24-01-2026 ರಂದು ದೇವಸ್ಥಾನದ ಆವರಣದಲ್ಲಿ ಬೆಳಿಗ್ಗೆ 9.30 ಕ್ಕೆ ಕರೆಯಲಾಗಿದೆ. ಷರತ್ತುಗಳು: 1) ಟೆಂಡರ್‌ದಾರರು ಠೇವಣಿ ರೂ.2000/- ನ್ನು ಪಾವತಿಸಬೇಕು. 2) ಟೆಂಡರ್ ಶುಲ್ಕ ರೂ.100/- ಪಾವತಿಸಿ ಅರ್ಜಿ ಪಡೆಯಬೇಕು. 3) ಯಶಸ್ವಿ ಬಿಡ್‌ದಾರರು ಟೆಂಡರ್ ಮೊತ್ತವನ್ನು ಅದೇ ದಿನ ಪೂರ್ತಿ ಪಾವತಿಸತಕ್ಕದ್ದು. 4) ಮುಯ್ಯು ಹಾಗೂ ಜಿಎಸ್‌ಟಿ ಪ್ರತ್ಯೇಕ. 5) ವಿದ್ಯುತ್ ಸಂಪರ್ಕ ವೆಚ್ಚವನ್ನು ಟೆಂಡರ್‌ದಾರರೇ ಭರಿಸಬೇಕು. 6) ಹಣ ಪಾವತಿಯನ್ನು UPI (Phone pay/google pay) neft / DD(demond draft) ಮೂಲಕ ಪಾವತಿಸುವುದು. 7) ಯಾವುದೇ ಟೆಂಡರ್ ಅನ್ನು ಅಂಗೀಕರಿಸುವ ಅಥವಾ ತಿರಸ್ಕರಿಸುವ ಹಕ್ಕು ಸಮಿತಿಗೆ ಸೇರಿರುತ್ತದೆ. xyxy=(658,185,948,313)
ad-body-2: ಹೆಚ್ಚಿನ ವಿವರಗಳಿಗಾಗಿ ಅಂತರ್ಜಾಲ ವೆಬ್‌ಸೈಟ್ https://kppp.karnataka.gov.in ನೋಡುವುದು. ಟೆಂಡರ್ ದಾಖಲಾತಿಗಳನ್ನು ದಿನಾಂಕ 07.01.2026 ರಿಂದ 21.01.2026, 16.00 ಗಂಟೆಯವರೆಗೆ ಡೌನ್‌ಲೋಡ್ ಮಾಡಬಹುದು. ಟೆಂಡರ್ ತೆರೆಯುವ ದಿನಾಂಕ 21.01.2026 ರಂದು 16.00 ಗಂಟೆಯ ನಂತರ. xyxy=(980,394,1280,444)
ad-signature: ಸಹಿ/- ಪಂಚಾಯತಿ ಅಭಿವೃದ್ಧಿ ಅಧಿಕಾರಿ, ಗ್ರಾಮ ಪಂಚಾಯತಿ ಗುಡವಿ. xyxy=(740,753,948,764)
ad-reference: ಕ್ರ.ಸಂ: ದಿನಾಂಕ:09-01-2026 xyxy=(658,143,758,153)
cell-amount: 6.51 xyxy=(1219,340,1280,389)
ad-footer: ವಾ.ಸಾ.ಸಂ.ಇ/ಶಿ/ಜಾ.ಸಂ/5/25-26/137/01/1659 xyxy=(658,768,810,777)
table-row xyxy=(981,291,1280,340)
ad-tumakuru-tender xyxy=(16,1038,318,1510)
ad-footer: ವಾ.ಸಾ.ಸಂ.ಇ/ಶಿ/ಜಾ.ಸಂ/133-01/ದೂರವಾಣಿ/2025-26 xyxy=(340,1255,502,1264)
ad-office: ಗ್ರಾಮ ಪಂಚಾಯತಿ ಕಾರ್ಯಾಲಯ ಗುಡವಿ xyxy=(716,556,890,571)
ad-gram-panchayat-gudavi xyxy=(648,532,958,880)
ad-address: (ಕರ್ನಾಟಕ ಸರ್ಕಾರದ ಒಂದು ಉದ್ಯಮ) ಕಾರ್ಯಪಾಲಕ ಇಂಜಿನಿಯರವರ ಕಛೇರಿ, ಕನೀನಿನಿ, ತುಂ.ಮೇ.ಯೋ.ನಿಭಾಗ, ಶಿವಮೊಗ್ಗ ಫೋನ್ ನಂ: 08182-254832 xyxy=(341,832,625,856)
ad-org: ಮಾನ್ಯ 3ನೇ ಜೆ.ಎಂ.ಎಫ್.ಸಿ. ನ್ಯಾಯಾಧೀಶರ ನ್ಯಾಯಾಲಯ, ಶಿವಮೊಗ್ಗ xyxy=(676,1600,930,1613)
cell-amount: 14.72 xyxy=(1219,291,1280,340)
ad-org: ಮಾನ್ಯ ಸಿವಿಲ್ ನ್ಯಾಯಾಧೀಶರು ಮತ್ತು ಹೆಚ್ಚುವರಿ ಜೆ.ಎಂ.ಎಫ್.ಸಿ ರವರ ನ್ಯಾಯಾಲಯ, ತಿರ್ಥಹಳ್ಳಿ xyxy=(358,1496,608,1524)
ad-footer: ಅರ್ಜಿದಾರರ ಪರ ವಕೀಲರು: ಎಂ.ಬಿ.ಬಸವರಾಜ್ | ದಿನಾಂಕ: 08-01-2026 xyxy=(657,1480,860,1489)
ad-banner: (ಎರಡು ಲಕೋಟೆ) ಅಲ್ಪಾವಧಿ ಟೆಂಡರ್ ಅಧಿಸೂಚನೆ ಸಂಖ್ಯೆ 30/2025-26 ದಿನಾಂಕ 17.01.2026 (1,2 ಮತ್ತು 6 ನೇ ಕರೆ) xyxy=(18,656,316,696)
ad-body: ಅರ್ಜಿದಾರರು: 1) ಶ್ರೀ. ಪ್ರಕಾಶ್ ಬಿನ್ ಲೇಟ್ ರಾಮಪ್ಪ, ಸುಮಾರು 63 ವರ್ಷ, ವ್ಯವಸಾಯ, ವಾಸ: ತಿರ್ಥಹಳ್ಳಿ ತಾಲ್ಲೂಕು. ಪ್ರತಿವಾದಿಗಳು: 1) ಶ್ರೀಮತಿ ಕಮಲಮ್ಮ ಮತ್ತು ಇತರರು. ಸಾರ್ವಜನಿಕ ಪ್ರಕಟಣೆ: 1 ರಿಂದ 4ನೇ ಅರ್ಜಿದಾರರು ಮೇಲ್ಕಂಡ ಕೇಸಿನಲ್ಲಿ ಪ್ರತಿವಾದಿಗಳ ವಿರುದ್ಧ ದಾವೆ ಹೂಡಿದ್ದು, ಸದರಿ ಪ್ರಕರಣದಲ್ಲಿ ಪ್ರತಿವಾದಿಗಳಿಗೆ ಸಾಮಾನ್ಯ ರೀತಿಯಲ್ಲಿ ನೋಟೀಸ್ ಜಾರಿಯಾಗದೇ ಇರುವುದರಿಂದ ಪತ್ರಿಕಾ ಪ್ರಕಟಣೆ ಮೂಲಕ ಜಾರಿ ಮಾಡಲಾಗುತ್ತಿದೆ. ಪ್ರಕರಣದ ಮುಂದಿನ ವಿಚಾರಣಾ ದಿನಾಂಕ: 21-02-2026 ರಂದು ಬೆಳಿಗ್ಗೆ 11 ಗಂಟೆಗೆ ನಿಗದಿಯಾಗಿದ್ದು ಸದರಿ ದಿನಾಂಕದಂದು ಖುದ್ದಾಗಿ ಅಥವಾ ವಕೀಲರ ಮೂಲಕ ಹಾಜರಾಗತಕ್ಕದ್ದು. ತಪ್ಪಿದಲ್ಲಿ ಏಕಪಕ್ಷೀಯವಾಗಿ ತೀರ್ಮಾನಿಸಲಾಗುವುದು. xyxy=(339,1541,627,1643)
ad-footer: ಅರ್ಜಿದಾರರ ಪರ ವಕೀಲರು: ಕೆ.ಪಿ.ಸತೀಶ್‌ಕುಮಾರ್ | ದಿನಾಂಕ: 14-01-2026 xyxy=(339,1665,548,1674)
ad-body: ವಾದಿಗಳು: 1) ಶ್ರೀ. ಪರಮೇಶ್ವರಪ್ಪ ಬಿನ್ ಲೇಟ್ ಬಸವಣ್ಣಪ್ಪ, ಸುಮಾರು 61 ವರ್ಷ, ವ್ಯವಸಾಯ. 2) ಶ್ರೀಮತಿ ಸುಧಾ ಕೋಂ ಪರಮೇಶ್ವರಪ್ಪ, ವಾಸ: ಶಿವಮೊಗ್ಗ ತಾಲ್ಲೂಕು. ಪ್ರತಿವಾದಿಗಳು: 1) ಮಯ್ಯು ಕೃಷ್ಣಪ್ಪ ಮತ್ತು ಇತರರು. ಪತ್ರಿಕಾ ಪ್ರಕಟಣೆ: ಮೇಲ್ಕಂಡ ಪ್ರಕರಣದ ವಾದಿಗಳು ನ್ಯಾಯಾಲಯದಲ್ಲಿ ಅಸಲು ದಾವೆ ಹೂಡಿದ್ದು, ದಿನಾಂಕ: 14/09/2014 ರಂದು ನೀಡಿರುವ ತೀರ್ಪಿನ ವಿರುದ್ಧ ಮೇಲ್ಮನವಿ ಸಲ್ಲಿಸಿದ್ದಾರೆ. ಸದರಿ ಪ್ರಕರಣದ ವಿಚಾರಣೆಯನ್ನು ದಿನಾಂಕ: 23/02/2026 ರಂದು ಬೆಳಿಗ್ಗೆ 11 ಗಂಟೆಗೆ ನಿಗದಿಪಡಿಸಲಾಗಿದ್ದು ಪ್ರತಿವಾದಿಗಳು ಖುದ್ದಾಗಿ ಅಥವಾ ವಕೀಲರ ಮೂಲಕ ಹಾಜರಾಗತಕ್ಕದ್ದು. ತಪ್ಪಿದಲ್ಲಿ ಏಕಪಕ್ಷೀಯವಾಗಿ ತೀರ್ಮಾನಿಸಲಾಗುವುದು. xyxy=(979,1596,1281,1685)
col-estimate: ಅಂದಾಜು ಮೊತ್ತ (ರೂ.ಲಕ್ಷಗಳಲ್ಲಿ) xyxy=(1219,215,1280,242)
ad-footer: ಅರ್ಜಿದಾರರ ಪರ ವಕೀಲರು: ಎಂ.ರಮೇಶ | ದಿನಾಂಕ: 17-01-2026 xyxy=(979,1707,1163,1716)
ad-signature: ಸಹಿ/- ಕಾರ್ಯಪಾಲಕ ಅಭಿಯಂತರರು(ವಿ), ಮೆಸ್ಕಾಂ, ತರೀಕೆರೆ xyxy=(1092,451,1280,462)
registration-marks xyxy=(440,2006,488,2016)
ad-reference: ಸಂಖ್ಯೆ:ಜಿಅಕ/ಹಿ.ವ.ಕ.ಇ/ಹಾ/ಟೆಂಡರ್/ಸಿಆರ್-01/2025-26 ದಿನಾಂಕ:13.01.2026 xyxy=(340,249,605,259)
ad-court-thirthahalli xyxy=(330,1488,636,1926)
ad-signature: ನ್ಯಾಯಾಲಯದ ಆದೇಶದ ಮೇರೆಗೆ, ಸಹಿ/- ಶಿರಸ್ತೇದಾರರು, ಶಿವಮೊಗ್ಗ xyxy=(739,1713,949,1724)
